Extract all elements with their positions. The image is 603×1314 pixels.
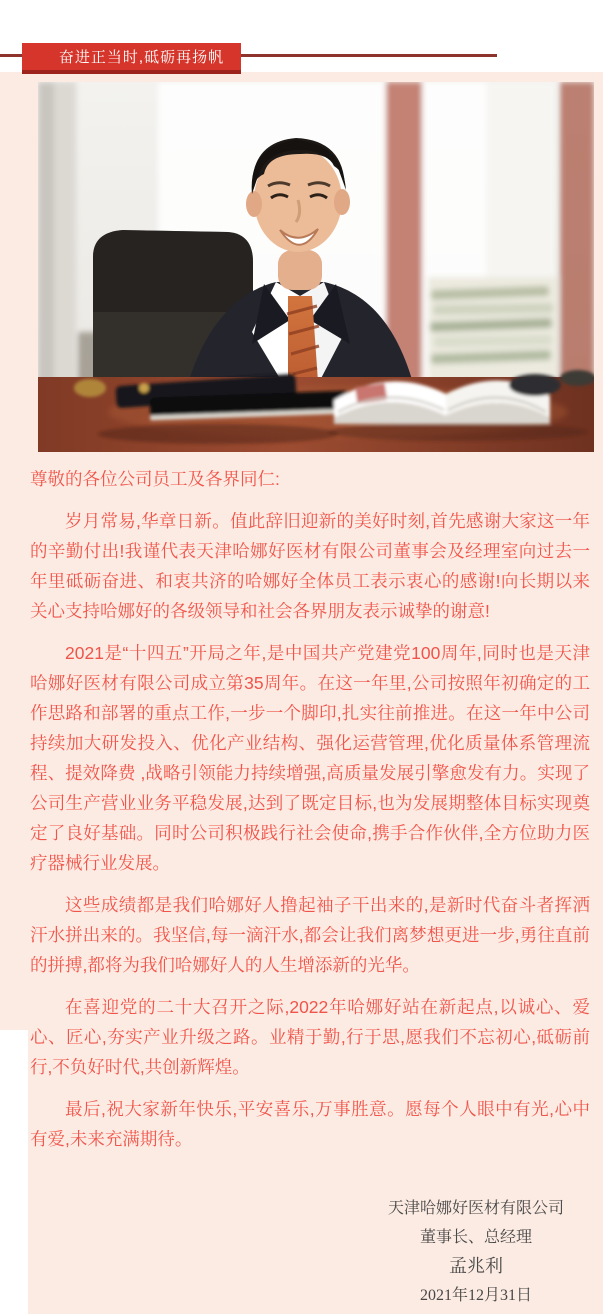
paragraph-4: 在喜迎党的二十大召开之际,2022年哈娜好站在新起点,以诚心、爱心、匠心,夯实产业升级之路。业精于勤,行于思,愿我们不忘初心,砥砺前行,不负好时代,共创新辉煌。	[30, 997, 590, 1077]
signature-title: 董事长、总经理	[419, 1229, 532, 1246]
paragraph-2: 2021是“十四五”开局之年,是中国共产党建党100周年,同时也是天津哈娜好医材有限公司成立第35周年。在这一年里,公司按照年初确定的工作思路和部署的重点工作,一步一个脚印,扎实往前推进。在这一年中公司持续加大研发投入、优化产业结构、强化运营管理,优化质量体系管理流程、提效降费 ,战略引领能力持续增强,高质量发展引擎愈发有力。实现了公司生产营业业务平稳发展,达到了既定目标,也为发展期整体目标实现奠定了良好基础。同时公司积极践行社会使命,携手合作伙伴,全方位助力医疗器械行业发展。	[30, 643, 590, 873]
signature-company: 天津哈娜好医材有限公司	[387, 1200, 564, 1217]
signature-name: 孟兆利	[448, 1256, 503, 1276]
section-title-banner	[22, 43, 241, 74]
signature-date: 2021年12月31日	[419, 1287, 532, 1304]
paragraph-3: 这些成绩都是我们哈娜好人撸起袖子干出来的,是新时代奋斗者挥洒汗水拼出来的。我坚信,每一滴汗水,都会让我们离梦想更进一步,勇往直前的拼搏,都将为我们哈娜好人的人生增添新的光华。	[30, 895, 590, 975]
paragraph-5: 最后,祝大家新年快乐,平安喜乐,万事胜意。愿每个人眼中有光,心中有爱,未来充满期待。	[30, 1099, 590, 1149]
paragraph-1: 岁月常易,华章日新。值此辞旧迎新的美好时刻,首先感谢大家这一年的辛勤付出!我谨代表天津哈娜好医材有限公司董事会及经理室向过去一年里砥砺奋进、和衷共济的哈娜好全体员工表示衷心的感谢!向长期以来关心支持哈娜好的各级领导和社会各界朋友表示诚挚的谢意!	[30, 511, 590, 621]
left-margin-strip	[0, 1030, 28, 1314]
signature-block	[388, 1194, 564, 1310]
banner-title: 奋进正当时,砥砺再扬帆	[58, 49, 225, 66]
chairman-photo	[38, 82, 594, 452]
salutation: 尊敬的各位公司员工及各界同仁:	[30, 469, 280, 489]
chairman-photo-illustration	[38, 82, 594, 452]
letter-body	[30, 452, 590, 1310]
